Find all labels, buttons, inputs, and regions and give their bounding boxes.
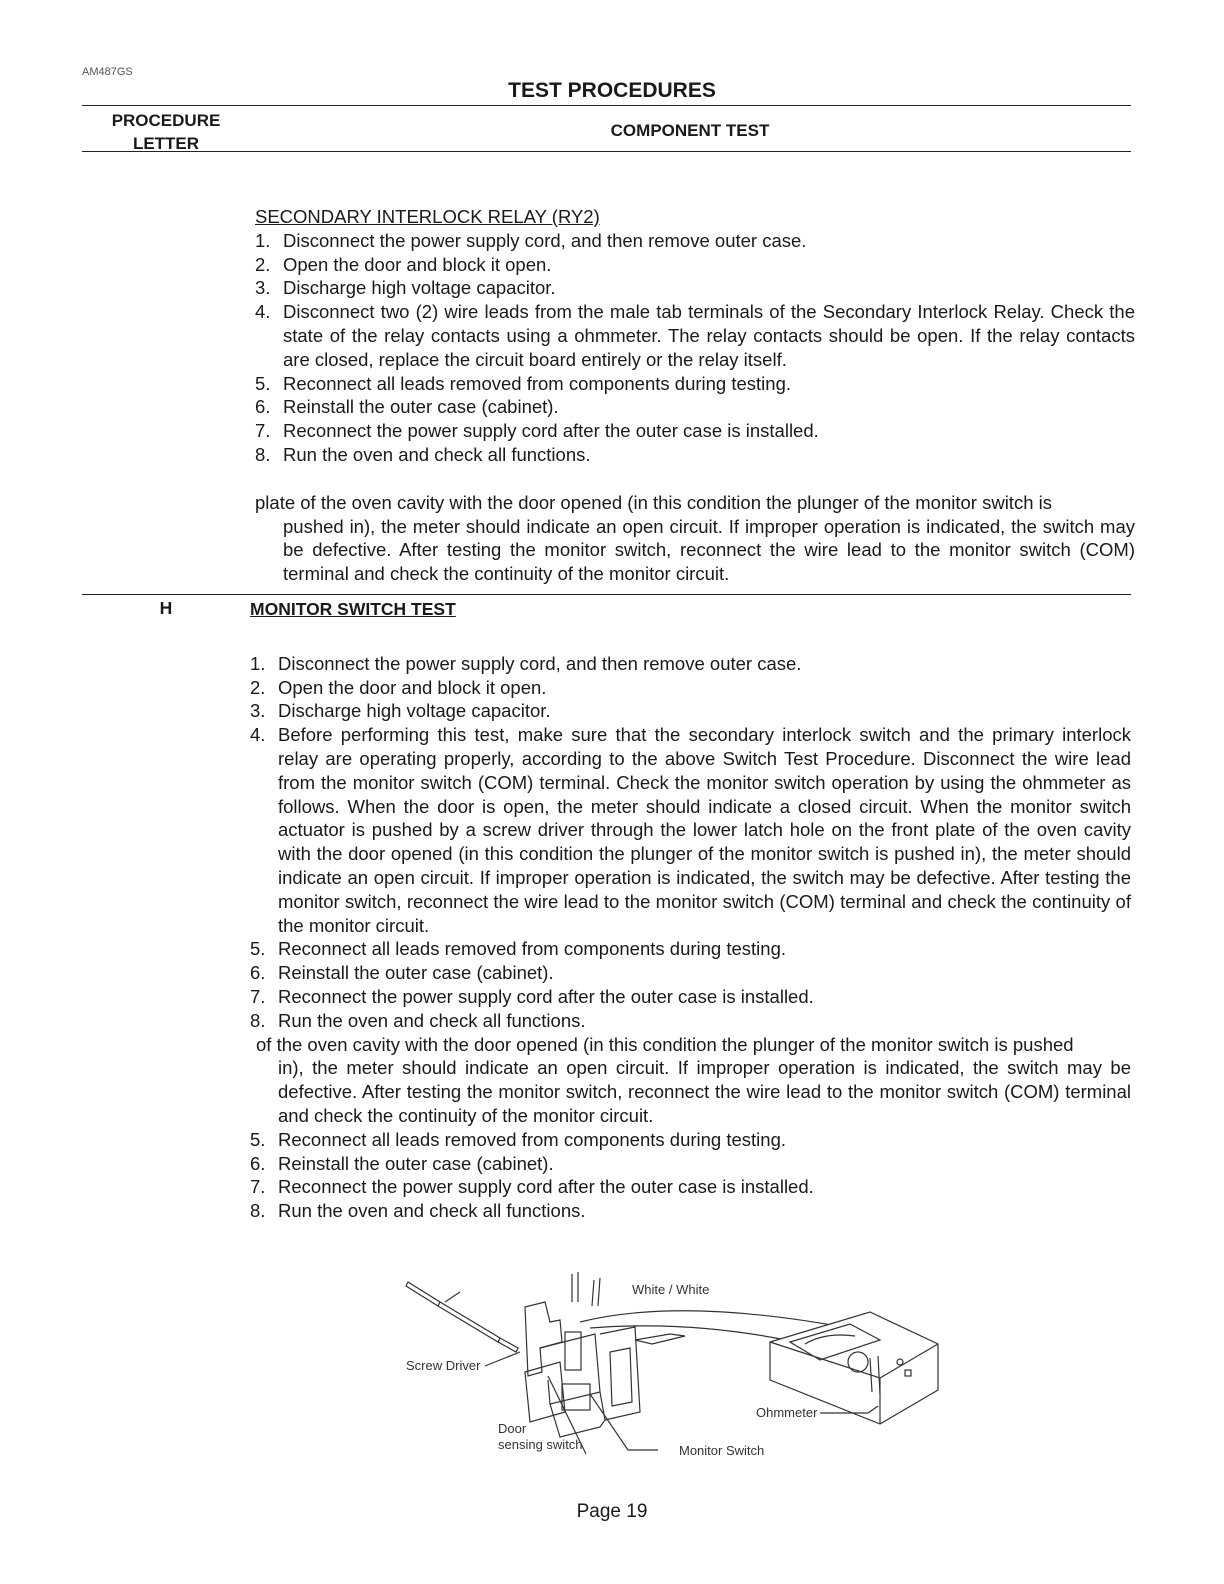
- screwdriver-icon: [406, 1282, 518, 1352]
- label-ohmmeter: Ohmmeter: [756, 1405, 818, 1420]
- monitor-switch-section: [250, 598, 1131, 1223]
- step-number: 7.: [250, 985, 266, 1007]
- step-number: 2.: [255, 253, 271, 275]
- step-text: Reconnect all leads removed from components during testing.: [278, 938, 786, 960]
- header-bottom-rule: [82, 151, 1131, 152]
- step-number: 6.: [250, 962, 266, 984]
- list-item: [250, 1128, 1131, 1152]
- step-number: 1.: [255, 229, 271, 251]
- label-door-line-2: sensing switch: [498, 1437, 583, 1452]
- step-text: Disconnect the power supply cord, and then remove outer case.: [283, 229, 807, 251]
- model-code: AM487GS: [82, 66, 133, 78]
- paragraph-rest: in), the meter should indicate an open circuit. If improper operation is indicated, the switch may be defective. After testing the monitor switch, reconnect the wire lead to the monitor switch (COM) terminal and check the continuity of the monitor circuit.: [278, 1057, 1131, 1126]
- list-item: [255, 276, 1135, 300]
- step-number: 8.: [250, 1200, 266, 1222]
- step-number: 6.: [255, 396, 271, 418]
- list-item: [255, 372, 1135, 396]
- list-item: [250, 1199, 1131, 1223]
- step-number: 4.: [255, 301, 271, 323]
- paragraph-first-line: plate of the oven cavity with the door opened (in this condition the plunger of the monitor switch is: [255, 491, 1052, 513]
- label-white-white: White / White: [632, 1282, 710, 1297]
- monitor-switch-steps-repeat: [250, 1128, 1131, 1223]
- component-test-header: COMPONENT TEST: [610, 121, 770, 140]
- step-text: Before performing this test, make sure that the secondary interlock switch and the primary interlock relay are operating properly, according to the above Switch Test Procedure. Disconnect the wire lead from the monitor switch (COM) terminal. Check the monitor switch operation by using the ohmmeter as follows. When the door is open, the meter should indicate a closed circuit. When the monitor switch actuator is pushed by a screw driver through the lower latch hole on the front plate of the oven cavity with the door opened (in this condition the plunger of the monitor switch is pushed in), the meter should indicate an open circuit. If improper operation is indicated, the switch may be defective. After testing the monitor switch, reconnect the wire lead to the monitor switch (COM) terminal and check the continuity of the monitor circuit.: [278, 724, 1131, 936]
- secondary-relay-heading: SECONDARY INTERLOCK RELAY (RY2): [255, 206, 600, 227]
- list-item: [250, 937, 1131, 961]
- switch-bracket-icon: [525, 1272, 640, 1437]
- continuation-paragraph: [255, 491, 1135, 586]
- step-text: Reconnect all leads removed from components during testing.: [283, 372, 791, 394]
- callout-monitor: [590, 1394, 658, 1450]
- step-number: 3.: [250, 700, 266, 722]
- list-item: [250, 1152, 1131, 1176]
- step-number: 5.: [250, 1128, 266, 1150]
- list-item: [255, 229, 1135, 253]
- label-door-line-1: Door: [498, 1421, 527, 1436]
- step-text: Reconnect all leads removed from components during testing.: [278, 1128, 786, 1150]
- step-text: Run the oven and check all functions.: [278, 1200, 586, 1222]
- page-title: TEST PROCEDURES: [508, 79, 716, 102]
- step-text: Discharge high voltage capacitor.: [278, 700, 551, 722]
- list-item: [255, 253, 1135, 277]
- header-top-rule: [82, 105, 1131, 106]
- step-number: 6.: [250, 1152, 266, 1174]
- step-number: 7.: [250, 1176, 266, 1198]
- label-monitor-switch: Monitor Switch: [679, 1443, 765, 1458]
- monitor-switch-heading: MONITOR SWITCH TEST: [250, 599, 456, 619]
- step-text: Reconnect the power supply cord after the outer case is installed.: [283, 420, 819, 442]
- step-number: 1.: [250, 652, 266, 674]
- list-item: [255, 419, 1135, 443]
- list-item: [255, 395, 1135, 419]
- paragraph-rest: pushed in), the meter should indicate an open circuit. If improper operation is indicated, the switch may be defective. After testing the monitor switch, reconnect the wire lead to the monitor switch (COM) terminal and check the continuity of the monitor circuit.: [283, 515, 1135, 585]
- step-number: 2.: [250, 676, 266, 698]
- list-item: [250, 1175, 1131, 1199]
- label-screw-driver: Screw Driver: [406, 1358, 481, 1373]
- step-text: Reinstall the outer case (cabinet).: [278, 962, 554, 984]
- step-text: Reconnect the power supply cord after the outer case is installed.: [278, 985, 814, 1007]
- step-text: Reconnect the power supply cord after the outer case is installed.: [278, 1176, 814, 1198]
- list-item: [250, 1009, 1131, 1033]
- procedure-letter-header: PROCEDURE LETTER: [111, 111, 221, 153]
- step-number: 3.: [255, 277, 271, 299]
- step-number: 5.: [255, 372, 271, 394]
- step-number: 5.: [250, 938, 266, 960]
- page-number: Page 19: [576, 1501, 648, 1522]
- callout-screwdriver: [485, 1352, 520, 1366]
- continuation-paragraph: [250, 1033, 1131, 1128]
- list-item: [255, 300, 1135, 371]
- step-text: Open the door and block it open.: [278, 676, 547, 698]
- step-text: Run the oven and check all functions.: [278, 1009, 586, 1031]
- list-item: [250, 699, 1131, 723]
- secondary-relay-steps: [255, 229, 1135, 467]
- section-divider: [82, 594, 1131, 595]
- secondary-relay-section: [255, 205, 1135, 586]
- step-text: Reinstall the outer case (cabinet).: [283, 396, 559, 418]
- step-text: Run the oven and check all functions.: [283, 443, 591, 465]
- list-item: [250, 676, 1131, 700]
- procedure-letter: H: [159, 598, 173, 618]
- step-text: Reinstall the outer case (cabinet).: [278, 1152, 554, 1174]
- list-item: [250, 723, 1131, 937]
- step-text: Disconnect two (2) wire leads from the male tab terminals of the Secondary Interlock Relay. Check the state of the relay contacts using a ohmmeter. The relay contacts should be open. If the relay contacts are closed, replace the circuit board entirely or the relay itself.: [283, 301, 1135, 370]
- step-number: 4.: [250, 724, 266, 746]
- paragraph-first-line: of the oven cavity with the door opened (in this condition the plunger of the monitor switch is pushed: [256, 1033, 1074, 1055]
- step-text: Disconnect the power supply cord, and then remove outer case.: [278, 652, 802, 674]
- step-number: 8.: [250, 1009, 266, 1031]
- step-number: 8.: [255, 443, 271, 465]
- list-item: [250, 985, 1131, 1009]
- monitor-switch-diagram: [400, 1262, 960, 1472]
- list-item: [255, 443, 1135, 467]
- step-text: Discharge high voltage capacitor.: [283, 277, 556, 299]
- monitor-switch-steps: [250, 652, 1131, 1033]
- step-number: 7.: [255, 420, 271, 442]
- list-item: [250, 961, 1131, 985]
- step-text: Open the door and block it open.: [283, 253, 552, 275]
- list-item: [250, 652, 1131, 676]
